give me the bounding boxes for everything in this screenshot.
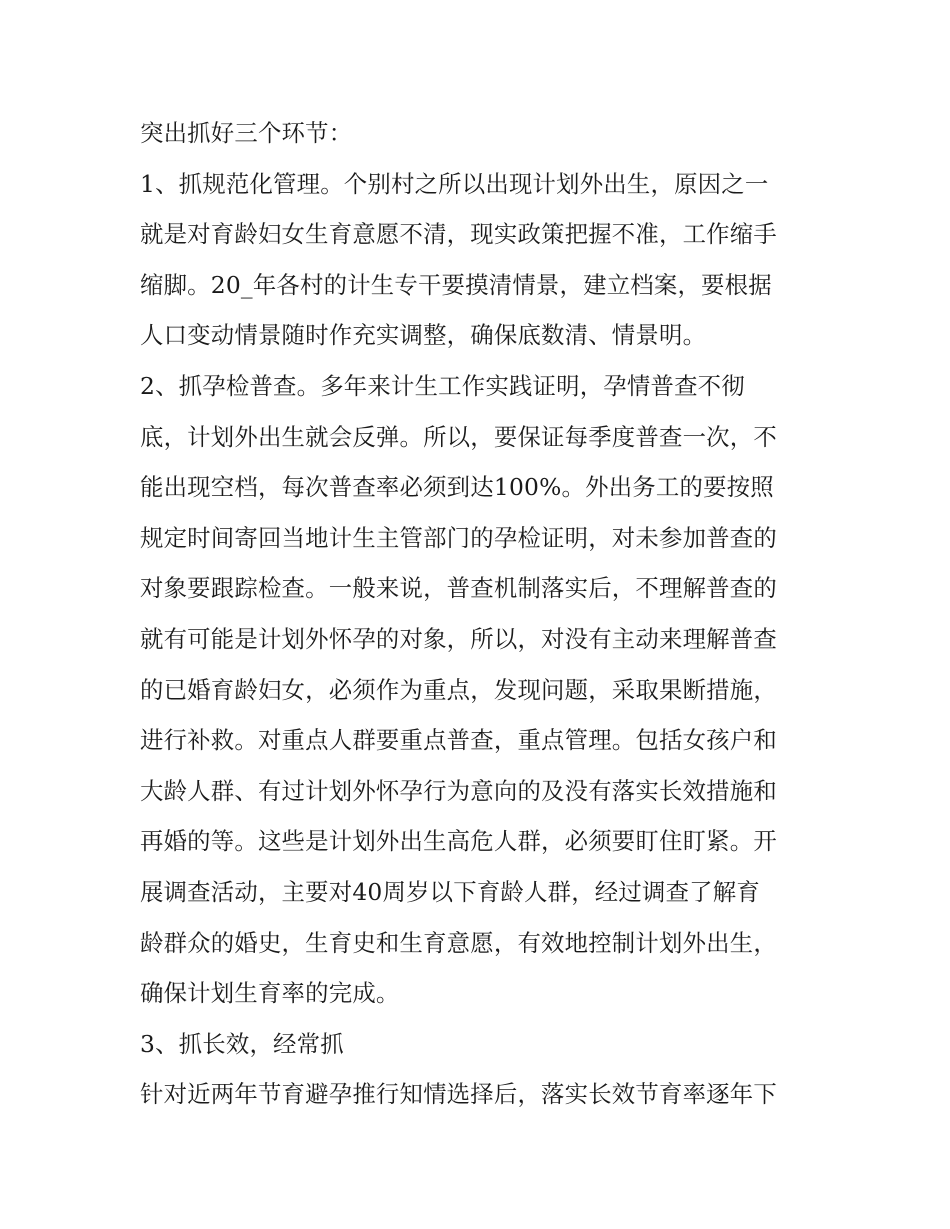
- paragraph-line: 针对近两年节育避孕推行知情选择后，落实长效节育率逐年下: [140, 1080, 777, 1109]
- paragraph-line: 规定时间寄回当地计生主管部门的孕检证明，对未参加普查的: [140, 523, 777, 552]
- paragraph-line: 人口变动情景随时作充实调整，确保底数清、情景明。: [140, 321, 707, 350]
- subsection-heading: 3、抓长效，经常抓: [140, 1029, 344, 1058]
- paragraph-line: 就有可能是计划外怀孕的对象，所以，对没有主动来理解普查: [140, 624, 777, 653]
- paragraph-line: 对象要跟踪检查。一般来说，普查机制落实后，不理解普查的: [140, 574, 777, 603]
- paragraph-line: 2、抓孕检普查。多年来计生工作实践证明，孕情普查不彻: [140, 371, 745, 400]
- paragraph-line: 1、抓规范化管理。个别村之所以出现计划外出生，原因之一: [140, 169, 769, 198]
- paragraph-line: 缩脚。20_年各村的计生专干要摸清情景，建立档案，要根据: [140, 270, 772, 299]
- paragraph-line: 展调查活动，主要对40周岁以下育龄人群，经过调查了解育: [140, 877, 760, 906]
- paragraph-line: 再婚的等。这些是计划外出生高危人群，必须要盯住盯紧。开: [140, 827, 777, 856]
- paragraph-line: 大龄人群、有过计划外怀孕行为意向的及没有落实长效措施和: [140, 776, 777, 805]
- paragraph-line: 能出现空档，每次普查率必须到达100%。外出务工的要按照: [140, 473, 774, 502]
- section-heading: 突出抓好三个环节：: [140, 119, 353, 147]
- paragraph-line: 底，计划外出生就会反弹。所以，要保证每季度普查一次，不: [140, 422, 777, 451]
- paragraph-line: 进行补救。对重点人群要重点普查，重点管理。包括女孩户和: [140, 726, 777, 755]
- paragraph-line: 就是对育龄妇女生育意愿不清，现实政策把握不准，工作缩手: [140, 220, 777, 249]
- document-page: [140, 108, 812, 1120]
- paragraph-line: 的已婚育龄妇女，必须作为重点，发现问题，采取果断措施，: [140, 675, 777, 704]
- paragraph-line: 确保计划生育率的完成。: [140, 979, 400, 1008]
- paragraph-line: 龄群众的婚史，生育史和生育意愿，有效地控制计划外出生，: [140, 928, 777, 957]
